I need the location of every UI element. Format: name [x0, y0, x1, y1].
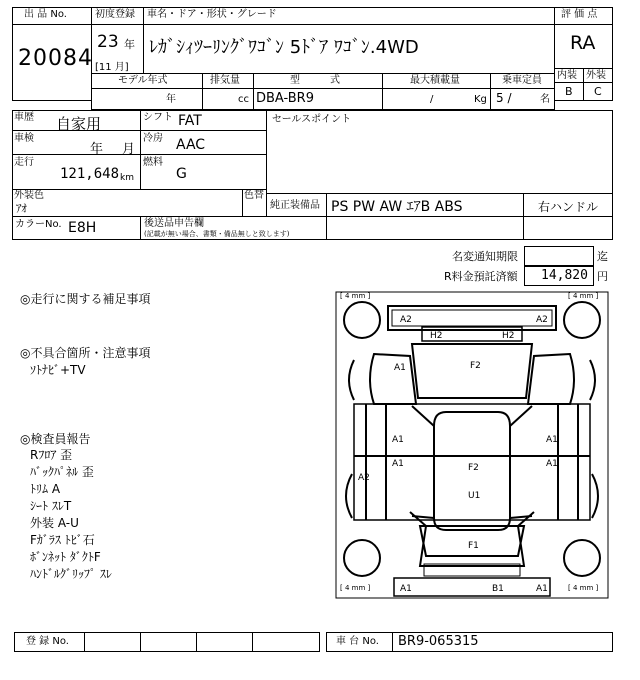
car-name: ﾚｶﾞｼｨﾂｰﾘﾝｸﾞﾜｺﾞﾝ 5ﾄﾞｱ ﾜｺﾞﾝ.4WD	[149, 37, 419, 58]
recycle-label: R料金預託済額	[444, 270, 518, 283]
report-item: 外装 A-U	[30, 516, 79, 530]
exterior-value: C	[594, 85, 602, 98]
driving-notes-label: ◎走行に関する補足事項	[20, 292, 151, 306]
grade-value: RA	[570, 32, 596, 54]
tire-front-left-icon	[344, 540, 380, 576]
mark-windshield: F1	[468, 541, 479, 551]
defects-list	[30, 362, 86, 379]
displacement-unit: cc	[238, 94, 249, 105]
ac-value: AAC	[176, 137, 206, 153]
mark-roof-left: A2	[400, 315, 412, 325]
car-damage-diagram	[330, 286, 614, 604]
report-item: ﾄﾘﾑ A	[30, 482, 61, 496]
mark-door-left-rear: A1	[392, 435, 404, 445]
mark-rear-right: H2	[502, 331, 515, 341]
name-change-unit: 迄	[597, 250, 608, 263]
report-item: ﾊﾞｯｸﾊﾟﾈﾙ 歪	[30, 465, 94, 479]
handle-value: 右ハンドル	[538, 200, 599, 214]
chassis-number-label: 車 台 No.	[336, 636, 379, 647]
model-year-unit: 年	[166, 94, 176, 105]
exterior-color-value: ｱｵ	[16, 202, 27, 215]
tire-bottom-right-label: [ 4 mm ]	[568, 584, 599, 592]
mark-roof-u: U1	[468, 491, 481, 501]
equipment-label: 純正装備品	[270, 200, 320, 211]
report-item: ﾊﾝﾄﾞﾙｸﾞﾘｯﾌﾟ ｽﾚ	[30, 567, 112, 581]
inspection-year: 年	[90, 142, 104, 157]
exterior-label: 外装	[586, 70, 606, 81]
capacity-unit: 名	[540, 94, 550, 105]
displacement-label: 排気量	[210, 75, 240, 86]
mark-roof-right: A2	[536, 315, 548, 325]
mileage-value: 121,648	[60, 166, 120, 182]
mark-door-right-rear: A1	[546, 435, 558, 445]
capacity-label: 乗車定員	[502, 75, 542, 86]
aftermarket-label: 後送品申告欄	[144, 218, 204, 229]
history-value: 自家用	[56, 115, 102, 133]
mileage-label: 走行	[14, 157, 34, 168]
exterior-color-box	[12, 189, 267, 217]
exterior-color-label: 外装色	[14, 190, 44, 201]
registration-number-label: 登 録 No.	[26, 636, 69, 647]
tire-bottom-left-label: [ 4 mm ]	[340, 584, 371, 592]
history-label: 車歴	[14, 112, 34, 123]
color-number-label: カラーNo.	[15, 219, 62, 230]
lot-number-label: 出 品 No.	[24, 9, 67, 20]
color-number-value: E8H	[68, 220, 97, 236]
mark-front-center: B1	[492, 584, 504, 594]
tire-top-left-label: [ 4 mm ]	[340, 292, 371, 300]
lot-number: 20084	[18, 46, 93, 71]
type-label: 型 式	[290, 75, 340, 86]
tire-rear-left-icon	[344, 302, 380, 338]
fuel-value: G	[176, 166, 187, 182]
first-registration-year-unit: 年	[124, 38, 135, 51]
fuel-label: 燃料	[143, 157, 163, 168]
inspector-report-label: ◎検査員報告	[20, 432, 91, 446]
report-item: Rﾌﾛｱ 歪	[30, 448, 73, 462]
sales-point-label: セールスポイント	[272, 114, 352, 125]
tire-top-right-label: [ 4 mm ]	[568, 292, 599, 300]
model-year-label: モデル年式	[118, 75, 168, 86]
color-change-label: 色替	[244, 190, 264, 201]
interior-value: B	[565, 85, 573, 98]
interior-label: 内装	[557, 70, 577, 81]
recycle-unit: 円	[597, 270, 608, 283]
tire-rear-right-icon	[564, 302, 600, 338]
ac-label: 冷房	[143, 133, 163, 144]
mark-door-left-front: A1	[392, 459, 404, 469]
car-name-label: 車名・ドア・形状・グレード	[147, 9, 277, 20]
mark-rear-glass: F2	[470, 361, 481, 371]
tire-front-right-icon	[564, 540, 600, 576]
shift-label: シフト	[143, 112, 173, 123]
mark-door-right-front: A1	[546, 459, 558, 469]
mileage-unit: km	[120, 173, 134, 183]
shift-value: FAT	[178, 113, 202, 129]
first-registration-label: 初度登録	[95, 9, 135, 20]
report-item: ﾎﾞﾝﾈｯﾄ ﾀﾞｸﾄF	[30, 550, 101, 564]
max-load-unit: Kg	[474, 94, 487, 105]
inspection-month: 月	[122, 142, 136, 157]
mark-roof-center: F2	[468, 463, 479, 473]
mark-front-right: A1	[536, 584, 548, 594]
report-item: ｼｰﾄ ｽﾚT	[30, 499, 72, 513]
recycle-value: 14,820	[541, 268, 588, 283]
aftermarket-note: (記載が無い場合、書類・備品無しと致します)	[144, 230, 290, 238]
defect-item: ｿﾄﾅﾋﾞ+TV	[30, 363, 86, 377]
first-registration-year: 23	[97, 32, 119, 52]
report-item: Fｶﾞﾗｽ ﾄﾋﾞ石	[30, 533, 95, 547]
max-load-label: 最大積載量	[410, 75, 460, 86]
mark-rear-left: H2	[430, 331, 443, 341]
grade-label: 評 価 点	[561, 9, 598, 20]
equipment-value: PS PW AW ｴｱB ABS	[331, 199, 463, 215]
chassis-number-value: BR9-065315	[398, 634, 479, 649]
name-change-field	[524, 246, 594, 266]
mark-front-left: A1	[400, 584, 412, 594]
inspector-report-list	[30, 447, 112, 583]
mark-side-left: A2	[358, 473, 370, 483]
name-change-label: 名変通知期限	[452, 250, 518, 263]
max-load-value: /	[430, 94, 434, 105]
type-value: DBA-BR9	[256, 91, 314, 106]
defects-label: ◎不具合箇所・注意事項	[20, 346, 151, 360]
first-registration-month: [11 月]	[95, 62, 129, 73]
capacity-value: 5 /	[496, 91, 512, 105]
mark-rear-quarter-left: A1	[394, 363, 406, 373]
inspection-label: 車検	[14, 133, 34, 144]
